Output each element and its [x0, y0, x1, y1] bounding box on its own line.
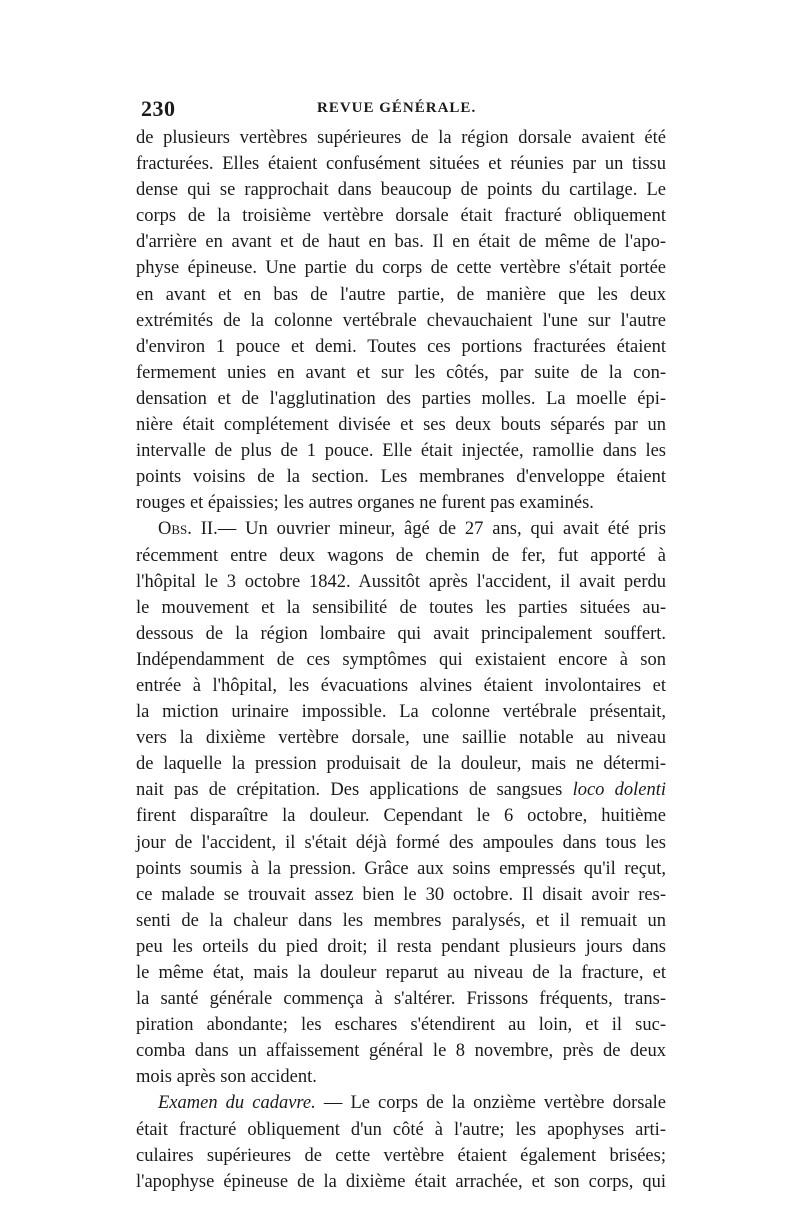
text-line: jour de l'accident, il s'était déjà formé des ampoules dans tous les [136, 832, 666, 853]
exam-heading-line [136, 1090, 666, 1116]
text-line: de plusieurs vertèbres supérieures de la région dorsale avaient été [136, 128, 666, 148]
text-line: entrée à l'hôpital, les évacuations alvines étaient involontaires et [136, 675, 666, 696]
text-line: extrémités de la colonne vertébrale chevauchaient l'une sur l'autre [136, 310, 666, 331]
text-line: senti de la chaleur dans les membres paralysés, et il remuait un [136, 910, 666, 931]
exam-label: Examen du cadavre. [158, 1093, 316, 1114]
text-line: d'arrière en avant et de haut en bas. Il en était de même de l'apo- [136, 232, 666, 253]
text-line: corps de la troisième vertèbre dorsale était fracturé obliquement [136, 206, 666, 227]
loco-dolenti-line [136, 777, 666, 803]
text-line: l'hôpital le 3 octobre 1842. Aussitôt après l'accident, il avait perdu [136, 571, 666, 592]
text-line: récemment entre deux wagons de chemin de fer, fut apporté à [136, 545, 666, 566]
text-line: était fracturé obliquement d'un côté à l'autre; les apophyses arti- [136, 1119, 666, 1140]
obs-first-line-text: — Un ouvrier mineur, âgé de 27 ans, qui avait été pris [217, 519, 666, 540]
text-line: culaires supérieures de cette vertèbre étaient également brisées; [136, 1145, 666, 1166]
text-line: dense qui se rapprochait dans beaucoup de points du cartilage. Le [136, 180, 666, 201]
text-line: la santé générale commença à s'altérer. Frissons fréquents, trans- [136, 989, 666, 1010]
text-line: en avant et en bas de l'autre partie, de manière que les deux [136, 284, 666, 305]
text-line: densation et de l'agglutination des parties molles. La moelle épi- [136, 388, 666, 409]
text-line: points voisins de la section. Les membranes d'enveloppe étaient [136, 467, 666, 488]
body-text [136, 125, 666, 1195]
text-line: dessous de la région lombaire qui avait principalement souffert. [136, 623, 666, 644]
text-line: fermement unies en avant et sur les côtés, par suite de la con- [136, 362, 666, 383]
text-line: points soumis à la pression. Grâce aux soins empressés qu'il reçut, [136, 858, 666, 879]
exam-first-line-text: — Le corps de la onzième vertèbre dorsale [315, 1093, 667, 1114]
text-line: Indépendamment de ces symptômes qui existaient encore à son [136, 649, 666, 670]
text-line: fracturées. Elles étaient confusément situées et réunies par un tissu [136, 154, 666, 175]
loco-line-text: nait pas de crépitation. Des applications de sangsues [136, 780, 573, 801]
text-line: vers la dixième vertèbre dorsale, une saillie notable au niveau [136, 728, 666, 749]
text-line: rouges et épaissies; les autres organes ne furent pas examinés. [136, 493, 594, 514]
text-line: le mouvement et la sensibilité de toutes les parties situées au- [136, 597, 666, 618]
text-line: peu les orteils du pied droit; il resta pendant plusieurs jours dans [136, 936, 666, 957]
text-line: comba dans un affaissement général le 8 novembre, près de deux [136, 1041, 666, 1062]
running-head [141, 96, 661, 126]
loco-dolenti-italic: loco dolenti [572, 780, 666, 801]
text-line: intervalle de plus de 1 pouce. Elle était injectée, ramollie dans les [136, 441, 666, 462]
text-line: le même état, mais la douleur reparut au niveau de la fracture, et [136, 963, 666, 983]
text-line: physe épineuse. Une partie du corps de cette vertèbre s'était portée [136, 258, 666, 279]
text-line: firent disparaître la douleur. Cependant le 6 octobre, huitième [136, 806, 666, 827]
text-line: de laquelle la pression produisait de la douleur, mais ne détermi- [136, 754, 666, 775]
text-line: la miction urinaire impossible. La colonne vertébrale présentait, [136, 702, 666, 723]
page-number: 230 [141, 96, 176, 121]
obs-heading-line [136, 516, 666, 542]
text-line: d'environ 1 pouce et demi. Toutes ces portions fracturées étaient [136, 336, 666, 357]
obs-label: Obs. II. [158, 519, 218, 540]
running-title: REVUE GÉNÉRALE. [317, 100, 477, 116]
text-line: ce malade se trouvait assez bien le 30 octobre. Il disait avoir res- [136, 884, 666, 905]
text-line: nière était complétement divisée et ses deux bouts séparés par un [136, 415, 666, 436]
text-line: piration abondante; les eschares s'étendirent au loin, et il suc- [136, 1015, 666, 1036]
text-line: l'apophyse épineuse de la dixième était arrachée, et son corps, qui [136, 1171, 666, 1192]
text-line: mois après son accident. [136, 1067, 317, 1088]
